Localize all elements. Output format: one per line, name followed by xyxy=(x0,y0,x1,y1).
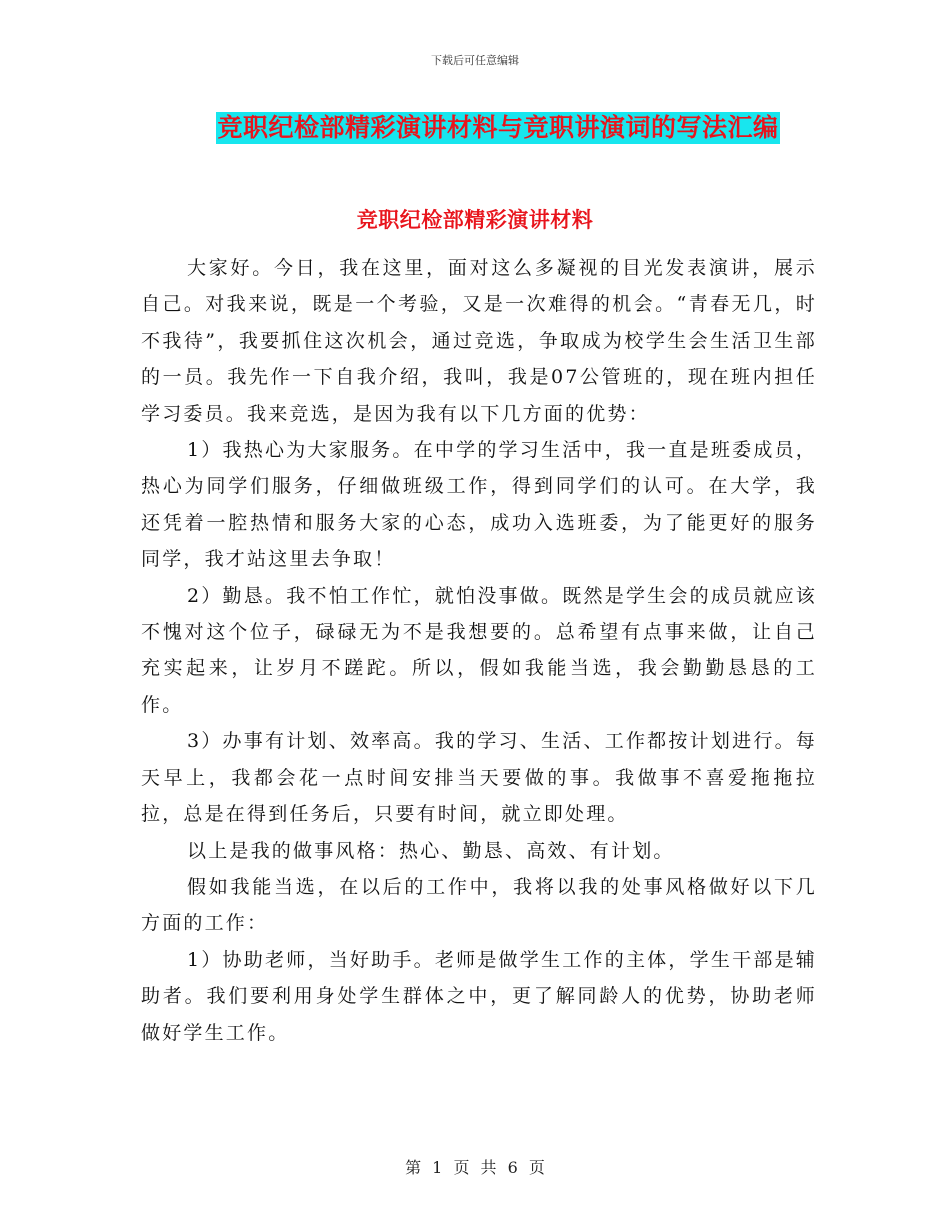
section-title: 竞职纪检部精彩演讲材料 xyxy=(356,207,594,232)
page-indicator: 第 1 页 共 6 页 xyxy=(405,1158,545,1177)
paragraph: 2）勤恳。我不怕工作忙，就怕没事做。既然是学生会的成员就应该不愧对这个位子，碌碌无为不是我想要的。总希望有点事来做，让自己充实起来，让岁月不蹉跎。所以，假如我能当选，我会勤勤恳恳的工作。 xyxy=(141,584,817,716)
document-body xyxy=(141,250,817,1051)
header-note: 下载后可任意编辑 xyxy=(431,54,519,67)
document-title-container xyxy=(0,112,950,144)
paragraph: 大家好。今日，我在这里，面对这么多凝视的目光发表演讲，展示自己。对我来说，既是一个考验，又是一次难得的机会。“青春无几，时不我待”，我要抓住这次机会，通过竞选，争取成为校学生会生活卫生部的一员。我先作一下自我介绍，我叫，我是07公管班的，现在班内担任学习委员。我来竞选，是因为我有以下几方面的优势： xyxy=(141,257,817,425)
document-title: 竞职纪检部精彩演讲材料与竞职讲演词的写法汇编 xyxy=(217,113,779,142)
paragraph: 3）办事有计划、效率高。我的学习、生活、工作都按计划进行。每天早上，我都会花一点时间安排当天要做的事。我做事不喜爱拖拖拉拉，总是在得到任务后，只要有时间，就立即处理。 xyxy=(141,730,817,826)
paragraph: 以上是我的做事风格：热心、勤恳、高效、有计划。 xyxy=(187,839,675,862)
paragraph: 假如我能当选，在以后的工作中，我将以我的处事风格做好以下几方面的工作： xyxy=(141,875,817,935)
paragraph: 1）协助老师，当好助手。老师是做学生工作的主体，学生干部是辅助者。我们要利用身处学生群体之中，更了解同龄人的优势，协助老师做好学生工作。 xyxy=(141,948,817,1044)
paragraph: 1）我热心为大家服务。在中学的学习生活中，我一直是班委成员，热心为同学们服务，仔细做班级工作，得到同学们的认可。在大学，我还凭着一腔热情和服务大家的心态，成功入选班委，为了能更好的服务同学，我才站这里去争取！ xyxy=(141,439,817,571)
